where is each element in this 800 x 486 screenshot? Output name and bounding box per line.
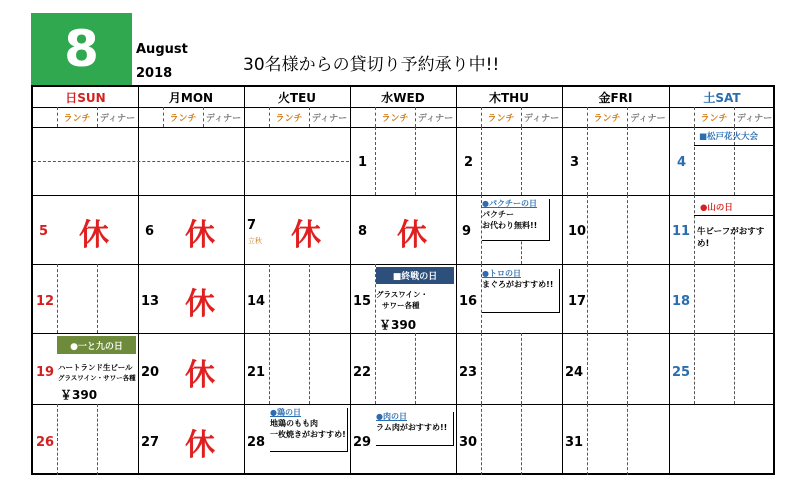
closed-mark: 休: [185, 428, 215, 463]
meal-divider: [481, 127, 482, 195]
event-ichi-kyu-banner: ●一と九の日: [57, 336, 136, 354]
weekday-tuesday: 火TEU: [277, 90, 317, 105]
event-line: ハートランド生ビール: [58, 363, 133, 372]
event-line: お代わり無料!!: [482, 220, 538, 230]
event-line: サワー各種: [382, 301, 420, 310]
event-niku: [376, 412, 454, 446]
closed-mark: 休: [79, 218, 109, 253]
event-title: ●鶏の日: [270, 408, 301, 417]
grid-divider: [33, 333, 773, 334]
meal-divider: [521, 127, 522, 195]
meal-divider: [587, 333, 588, 404]
closed-mark: 休: [185, 218, 215, 253]
calendar-grid: [31, 85, 775, 475]
meal-divider: [587, 127, 588, 195]
event-title: ●肉の日: [376, 412, 407, 421]
day-number: 8: [358, 224, 368, 239]
risshu-note: 立秋: [248, 237, 262, 245]
day-number: 22: [353, 365, 372, 380]
closed-mark: 休: [397, 218, 427, 253]
meal-divider: [627, 127, 628, 195]
event-line: パクチー: [482, 209, 514, 219]
grid-divider: [350, 87, 351, 473]
event-title: ●トロの日: [482, 269, 521, 278]
lunch-label: ランチ: [593, 114, 621, 124]
dinner-label: ディナー: [205, 114, 242, 124]
weekday-friday: 金FRI: [598, 90, 633, 105]
dinner-label: ディナー: [99, 114, 136, 124]
day-number: 10: [568, 224, 587, 239]
day-number: 16: [459, 294, 478, 309]
grid-divider: [33, 404, 773, 405]
day-number: 17: [568, 294, 587, 309]
meal-divider: [694, 333, 695, 404]
day-number: 26: [36, 435, 55, 450]
dinner-label: ディナー: [311, 114, 348, 124]
day-number: 9: [462, 224, 472, 239]
grid-divider: [669, 87, 670, 473]
day-number: 5: [39, 224, 49, 239]
meal-divider: [587, 264, 588, 333]
grid-divider: [244, 87, 245, 473]
event-line: グラスワイン・サワー各種: [58, 374, 136, 382]
meal-divider: [627, 404, 628, 475]
event-shusen-banner: ■終戦の日: [376, 267, 454, 284]
day-number: 6: [145, 224, 155, 239]
meal-divider: [694, 195, 695, 264]
day-number: 13: [141, 294, 160, 309]
meal-divider: [481, 333, 482, 404]
day-number: 30: [459, 435, 478, 450]
meal-divider: [375, 333, 376, 404]
day-number: 29: [353, 435, 372, 450]
grid-divider: [33, 127, 773, 128]
grid-divider: [456, 87, 457, 473]
event-price: ￥390: [379, 318, 417, 332]
grid-divider: [138, 87, 139, 473]
meal-divider: [627, 264, 628, 333]
closed-mark: 休: [185, 358, 215, 393]
day-number: 11: [672, 224, 691, 239]
day-number: 12: [36, 294, 55, 309]
day-number: 4: [677, 155, 687, 170]
event-underline: [694, 215, 775, 216]
meal-divider: [587, 195, 588, 264]
meal-divider: [521, 333, 522, 404]
day-number: 2: [464, 155, 474, 170]
lunch-label: ランチ: [381, 114, 409, 124]
closed-mark: 休: [185, 287, 215, 322]
dinner-label: ディナー: [523, 114, 560, 124]
event-line: 地鶏のもも肉: [270, 418, 318, 428]
page-title: 30名様からの貸切り予約承り中!!: [243, 55, 500, 75]
meal-divider: [521, 404, 522, 475]
event-line: ラム肉がおすすめ!!: [376, 422, 448, 432]
meal-divider: [269, 264, 270, 333]
day-number: 23: [459, 365, 478, 380]
day-number: 14: [247, 294, 266, 309]
event-toro: [482, 269, 560, 313]
day-number: 19: [36, 365, 55, 380]
lunch-label: ランチ: [700, 114, 728, 124]
dinner-label: ディナー: [630, 114, 666, 124]
event-tori: [270, 408, 348, 452]
day-number: 7: [247, 218, 257, 233]
weekday-monday: 月MON: [168, 90, 214, 105]
grid-divider: [562, 87, 563, 473]
month-name: August: [136, 42, 188, 57]
dinner-label: ディナー: [736, 114, 773, 124]
lunch-label: ランチ: [169, 114, 197, 124]
month-number: 8: [31, 13, 132, 85]
event-line: まぐろがおすすめ!!: [482, 279, 554, 289]
meal-divider: [694, 127, 695, 195]
closed-mark: 休: [291, 218, 321, 253]
day-number: 24: [565, 365, 584, 380]
lunch-label: ランチ: [487, 114, 515, 124]
meal-divider: [309, 264, 310, 333]
weekday-wednesday: 水WED: [381, 90, 425, 105]
event-pakuchi: [482, 199, 550, 241]
meal-divider: [415, 127, 416, 195]
meal-divider: [694, 264, 695, 333]
day-number: 1: [358, 155, 368, 170]
weekday-saturday: 土SAT: [703, 90, 741, 105]
day-number: 18: [672, 294, 691, 309]
day-number: 3: [570, 155, 580, 170]
row-divider: [33, 161, 349, 162]
event-title: ●パクチーの日: [482, 199, 537, 208]
meal-divider: [734, 333, 735, 404]
meal-divider: [375, 127, 376, 195]
day-number: 27: [141, 435, 160, 450]
meal-divider: [97, 404, 98, 475]
day-number: 25: [672, 365, 691, 380]
meal-divider: [57, 264, 58, 333]
grid-divider: [33, 195, 773, 196]
event-line: 牛ビーフがおすすめ!: [697, 227, 765, 249]
event-price: ￥390: [60, 388, 98, 402]
event-underline: [694, 145, 775, 146]
event-yama-no-hi: ●山の日: [700, 203, 733, 213]
meal-divider: [627, 333, 628, 404]
event-matsudo-fireworks: ■松戸花火大会: [699, 132, 759, 142]
weekday-sunday: 日SUN: [65, 90, 106, 105]
lunch-label: ランチ: [63, 114, 91, 124]
event-line: 一枚焼きがおすすめ!: [270, 429, 346, 439]
event-line: グラスワイン・: [376, 290, 429, 299]
weekday-thursday: 木THU: [489, 90, 529, 105]
meal-divider: [481, 404, 482, 475]
day-number: 21: [247, 365, 266, 380]
day-number: 28: [247, 435, 266, 450]
meal-divider: [587, 404, 588, 475]
meal-divider: [97, 264, 98, 333]
lunch-label: ランチ: [275, 114, 303, 124]
meal-divider: [415, 333, 416, 404]
day-number: 20: [141, 365, 160, 380]
year: 2018: [136, 66, 173, 81]
day-number: 31: [565, 435, 584, 450]
meal-divider: [309, 333, 310, 404]
meal-divider: [627, 195, 628, 264]
meal-divider: [734, 264, 735, 333]
meal-divider: [269, 333, 270, 404]
dinner-label: ディナー: [417, 114, 454, 124]
meal-divider: [57, 404, 58, 475]
grid-divider: [33, 264, 773, 265]
day-number: 15: [353, 294, 372, 309]
